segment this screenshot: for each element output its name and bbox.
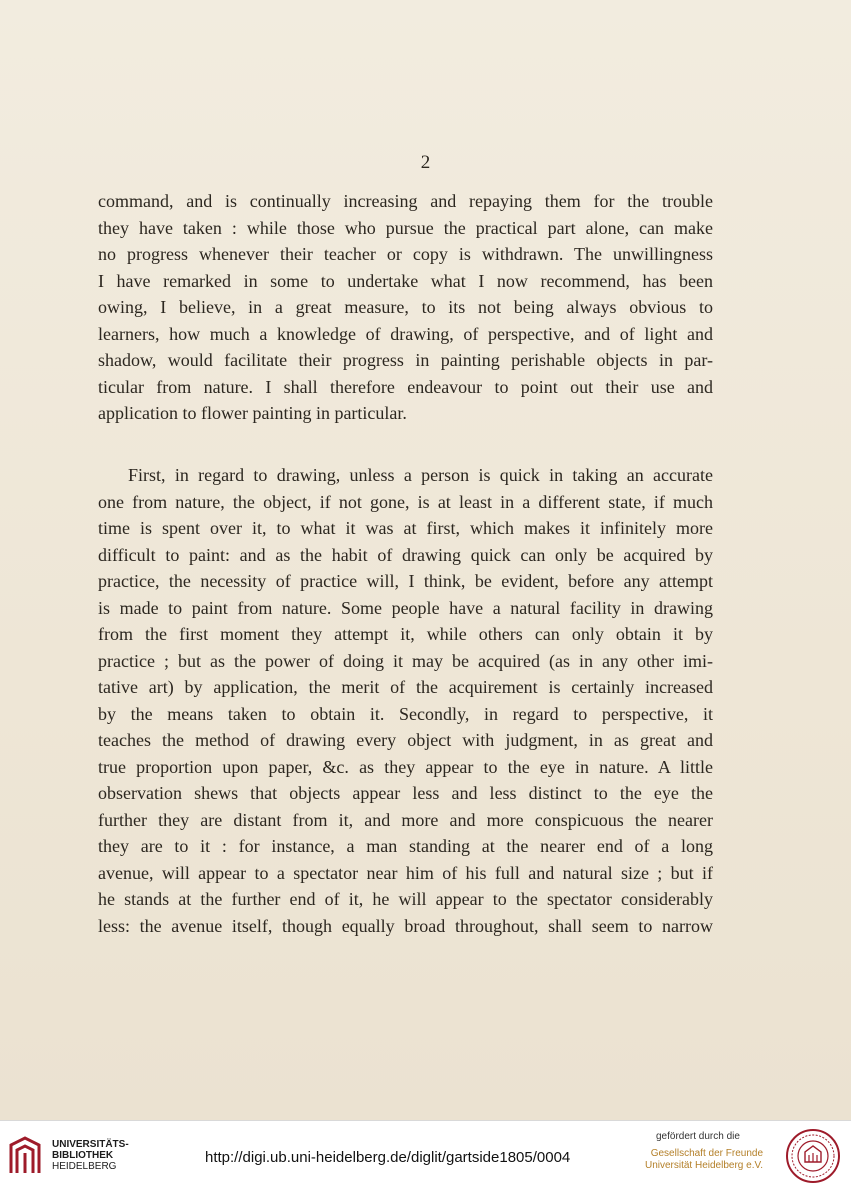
text-line: no progress whenever their teacher or copy is withdrawn. The unwillingness	[98, 244, 713, 264]
text-line: ticular from nature. I shall therefore endeavour to point out their use and	[98, 376, 713, 397]
text-line: learners, how much a knowledge of drawing, of perspective, and of light and	[98, 323, 713, 344]
society-name	[645, 1148, 763, 1172]
text-line: owing, I believe, in a great measure, to its not being always obvious to	[98, 297, 713, 317]
text-line: one from nature, the object, if not gone, is at least in a different state, if much	[98, 491, 713, 512]
text-line: observation shews that objects appear less and less distinct to the eye the	[98, 783, 713, 803]
text-line: from the first moment they attempt it, while others can only obtain it by	[98, 624, 713, 644]
library-name-line: BIBLIOTHEK	[52, 1150, 114, 1161]
text-line: I have remarked in some to undertake what I now recommend, has been	[98, 270, 713, 291]
funded-by-label: gefördert durch die	[656, 1131, 740, 1142]
text-line: time is spent over it, to what it was at first, which makes it infinitely more	[98, 518, 713, 538]
library-name	[52, 1139, 129, 1172]
text-line: less: the avenue itself, though equally broad throughout, shall seem to narrow	[98, 915, 713, 936]
digitization-footer	[0, 1120, 851, 1190]
text-line: First, in regard to drawing, unless a person is quick in taking an accurate	[128, 465, 713, 485]
library-name-line: HEIDELBERG	[52, 1161, 117, 1172]
page-number: 2	[420, 152, 431, 173]
text-line: shadow, would facilitate their progress in painting perishable objects in par-	[98, 350, 713, 370]
text-line: he stands at the further end of it, he will appear to the spectator considerably	[98, 889, 713, 909]
text-line: they are to it : for instance, a man standing at the nearer end of a long	[98, 836, 713, 856]
text-line: tative art) by application, the merit of the acquirement is certainly increased	[98, 677, 713, 697]
library-name-line: UNIVERSITÄTS-	[52, 1139, 129, 1150]
text-line: further they are distant from it, and more and more conspicuous the nearer	[98, 809, 713, 830]
text-line: practice, the necessity of practice will, I think, be evident, before any attempt	[98, 571, 713, 591]
university-seal-icon	[785, 1128, 841, 1184]
permalink-url[interactable]: http://digi.ub.uni-heidelberg.de/diglit/gartside1805/0004	[205, 1149, 571, 1166]
text-line: avenue, will appear to a spectator near him of his full and natural size ; but if	[98, 862, 713, 883]
society-name-line: Universität Heidelberg e.V.	[644, 1160, 763, 1171]
text-line: command, and is continually increasing and repaying them for the trouble	[98, 191, 713, 211]
text-line: true proportion upon paper, &c. as they appear to the eye in nature. A little	[98, 756, 713, 777]
paragraph-1	[98, 188, 713, 427]
text-line: teaches the method of drawing every object with judgment, in as great and	[98, 730, 713, 750]
text-line: practice ; but as the power of doing it may be acquired (as in any other imi-	[98, 650, 713, 671]
society-name-line: Gesellschaft der Freunde	[650, 1148, 763, 1159]
text-line: application to flower painting in particular.	[98, 403, 407, 423]
text-line: difficult to paint: and as the habit of drawing quick can only be acquired by	[98, 544, 713, 565]
library-logo-icon	[8, 1135, 42, 1177]
paragraph-2	[98, 462, 713, 939]
text-line: by the means taken to obtain it. Secondly, in regard to perspective, it	[98, 703, 713, 724]
text-line: they have taken : while those who pursue the practical part alone, can make	[98, 217, 713, 238]
text-line: is made to paint from nature. Some people have a natural facility in drawing	[98, 597, 713, 618]
